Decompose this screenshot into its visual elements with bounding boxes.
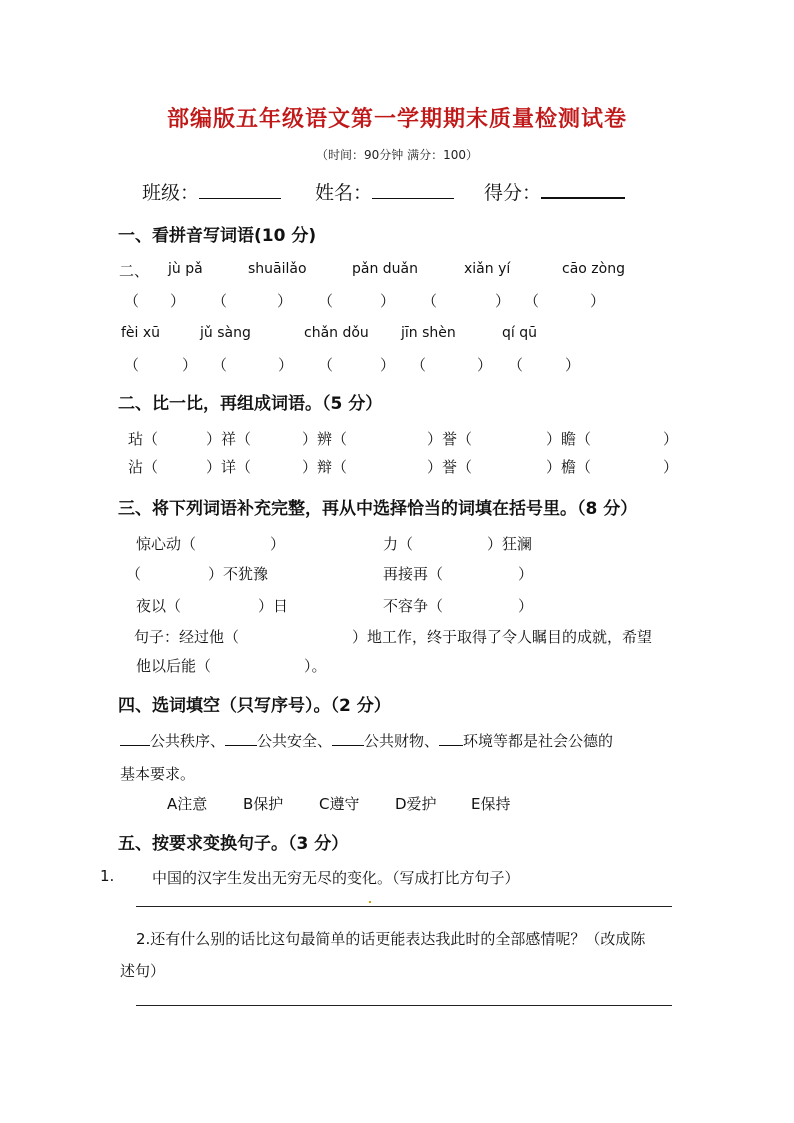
sentence-part: 句子：经过他（ [134,628,240,646]
idiom-item: （ [126,565,142,583]
fill-word: 环境等都是社会公德的 [463,732,614,750]
section-3-heading: 三、将下列词语补充完整，再从中选择恰当的词填在括号里。（8 分） [118,499,638,519]
answer-bracket-open: （ [318,292,334,310]
fill-line-2: 基本要求。 [120,765,196,783]
fill-word: 公共秩序、 [150,732,226,750]
answer-bracket-close: ） [278,356,294,374]
section-5-heading: 五、按要求变换句子。（3 分） [118,834,349,854]
score-label: 得分： [484,182,542,204]
section-1-heading: 一、看拼音写词语(10 分) [118,226,317,246]
answer-bracket-open: （ [508,356,524,374]
answer-bracket-open: （ [524,292,540,310]
option-item: A注意 [167,795,208,813]
compare-item: ）详（ [206,458,252,476]
sentence-part: 他以后能（ [136,657,212,675]
answer-bracket-open: （ [212,356,228,374]
compare-item: ）辨（ [302,430,348,448]
answer-bracket-close: ） [182,356,198,374]
option-item: E保持 [471,795,511,813]
answer-bracket-close: ） [590,292,606,310]
answer-bracket-open: （ [411,356,427,374]
answer-bracket-open: （ [212,292,228,310]
answer-bracket-open: （ [124,292,140,310]
answer-bracket-close: ） [277,292,293,310]
pinyin-item: pǎn duǎn [352,261,419,277]
compare-item: ）誉（ [427,430,473,448]
pinyin-item: chǎn dǒu [304,325,369,341]
option-item: B保护 [243,795,284,813]
section-4-heading: 四、选词填空（只写序号）。（2 分） [118,696,391,716]
idiom-item: 惊心动（ [136,535,197,553]
option-item: D爱护 [395,795,437,813]
answer-blank[interactable] [439,731,463,746]
pinyin-item: qí qū [502,325,537,341]
pinyin-item: fèi xū [121,325,161,341]
answer-blank[interactable] [120,731,150,746]
answer-bracket-open: （ [318,356,334,374]
idiom-item: 不容争（ [383,597,444,615]
question-number: 1. [100,867,115,885]
pinyin-item: jǔ sàng [200,325,251,341]
answer-line-2[interactable] [136,1005,672,1006]
idiom-item: ） [270,535,286,553]
sentence-part: ）。 [304,657,327,675]
name-label: 姓名： [315,182,373,204]
fill-word: 公共财物、 [364,732,440,750]
fill-word: 公共安全、 [257,732,333,750]
answer-bracket-close: ） [495,292,511,310]
question-2-line-1: 2.还有什么别的话比这句最简单的话更能表达我此时的全部感情呢？（改成陈 [136,930,646,948]
pinyin-item: xiǎn yí [464,261,511,277]
idiom-item: ）不犹豫 [208,565,269,583]
idiom-item: 夜以（ [136,597,182,615]
question-1-text: 中国的汉字生发出无穷无尽的变化。（写成打比方句子） [152,869,520,887]
answer-bracket-close: ） [170,292,186,310]
answer-blank[interactable] [332,731,364,746]
pinyin-item: jīn shèn [401,325,456,341]
compare-item: ） [663,458,679,476]
answer-bracket-open: （ [422,292,438,310]
answer-blank[interactable] [225,731,257,746]
compare-item: ）祥（ [206,430,252,448]
fill-line [120,730,613,751]
answer-bracket-close: ） [565,356,581,374]
option-item: C遵守 [319,795,360,813]
score-field [484,178,625,205]
idiom-item: ） [518,565,534,583]
answer-bracket-close: ） [477,356,493,374]
question-2-line-2: 述句） [120,962,166,980]
class-field [142,178,281,205]
name-field [315,178,454,205]
answer-bracket-close: ） [380,356,396,374]
section-2-heading: 二、比一比，再组成词语。（5 分） [118,394,383,414]
compare-item: ）誉（ [427,458,473,476]
page-subtitle: （时间：90分钟 满分：100） [316,148,478,162]
compare-item: ）瞻（ [546,430,592,448]
idiom-item: ） [518,597,534,615]
class-label: 班级： [142,182,200,204]
compare-item: ）檐（ [546,458,592,476]
compare-item: ） [663,430,679,448]
sentence-part: ）地工作，终于取得了令人瞩目的成就，希望 [352,628,653,646]
pinyin-item: shuāilǎo [248,261,307,277]
idiom-item: 再接再（ [383,565,444,583]
name-blank[interactable] [372,180,454,199]
compare-item: ）辩（ [302,458,348,476]
answer-bracket-open: （ [124,356,140,374]
pinyin-item: jù pǎ [168,261,203,277]
page-title: 部编版五年级语文第一学期期末质量检测试卷 [166,107,627,132]
answer-bracket-close: ） [380,292,396,310]
pinyin-row1-prefix: 二、 [119,262,150,280]
compare-item: 玷（ [128,430,159,448]
mark-dot [369,901,371,903]
pinyin-item: cāo zòng [562,261,625,277]
class-blank[interactable] [199,180,281,199]
compare-item: 沾（ [128,458,159,476]
answer-line-1[interactable] [136,906,672,907]
idiom-item: ）狂澜 [487,535,533,553]
score-blank[interactable] [541,179,625,199]
idiom-item: 力（ [383,535,414,553]
idiom-item: ）日 [258,597,289,615]
